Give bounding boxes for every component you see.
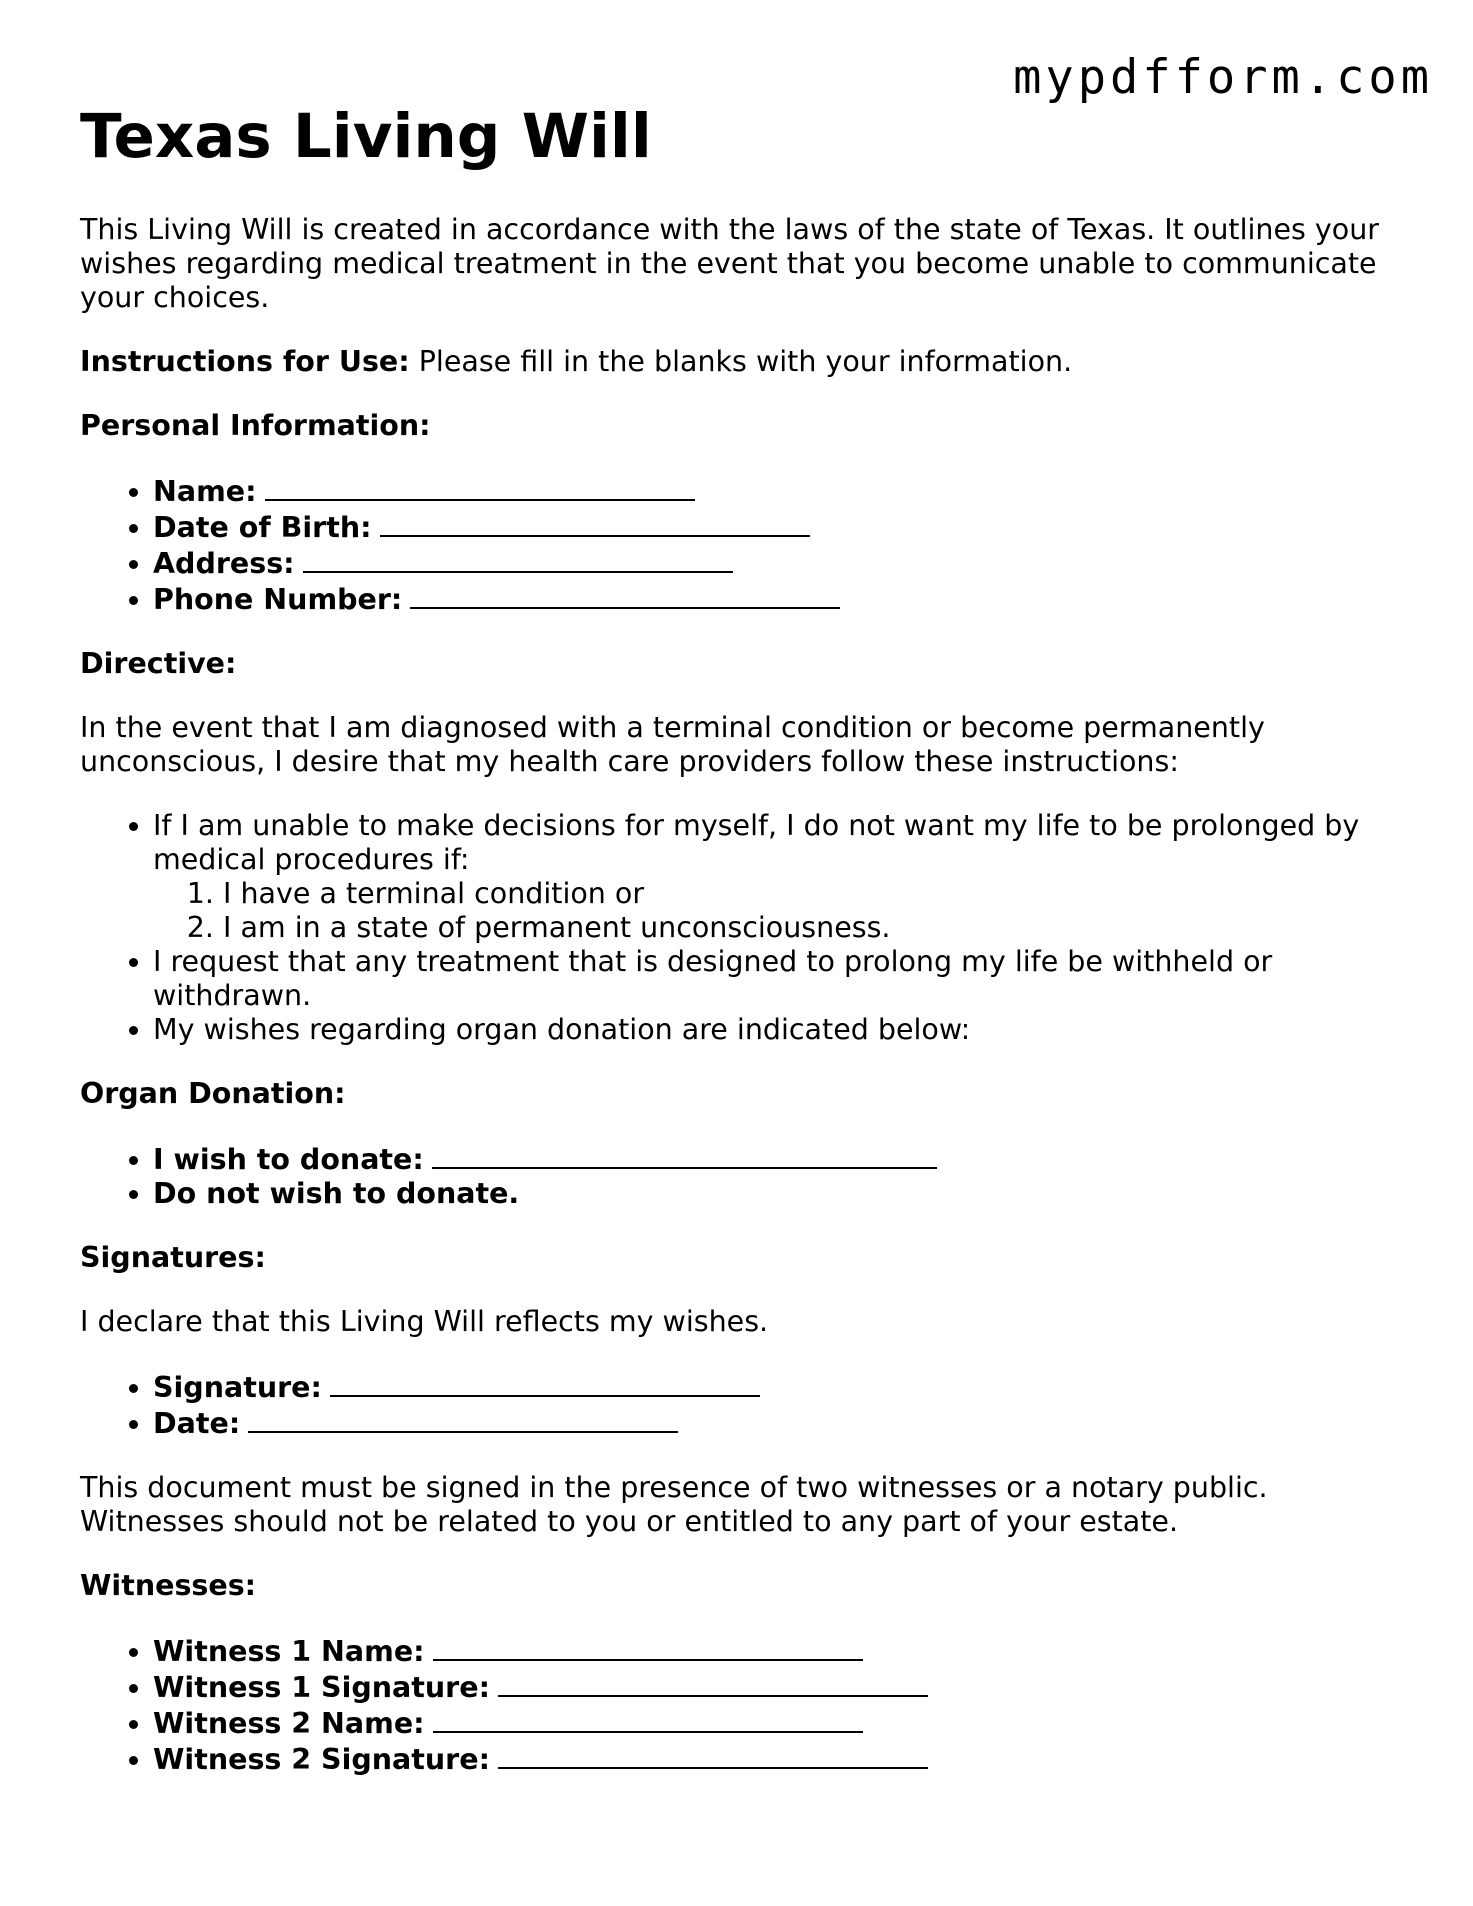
witness-1-signature-blank[interactable] <box>498 1669 928 1697</box>
page-title: Texas Living Will <box>80 101 652 172</box>
organ-donation-heading: Organ Donation: <box>80 1077 346 1111</box>
directive-heading: Directive: <box>80 647 237 681</box>
personal-info-list <box>80 473 1410 617</box>
name-blank[interactable] <box>265 473 695 501</box>
list-item <box>153 1405 1410 1441</box>
directive-sublist <box>153 877 1410 945</box>
witness-2-signature-label: Witness 2 Signature: <box>153 1743 490 1777</box>
witness-2-name-label: Witness 2 Name: <box>153 1707 425 1741</box>
signatures-paragraph: I declare that this Living Will reflects my wishes. <box>80 1305 769 1339</box>
list-item <box>153 1741 1410 1777</box>
phone-blank[interactable] <box>410 581 840 609</box>
list-item <box>153 1369 1410 1405</box>
list-item <box>153 509 1410 545</box>
signature-blank[interactable] <box>330 1369 760 1397</box>
date-label: Date: <box>153 1407 241 1441</box>
list-item <box>153 545 1410 581</box>
phone-label: Phone Number: <box>153 583 403 617</box>
personal-info-heading: Personal Information: <box>80 409 431 443</box>
witnesses-list <box>80 1633 1410 1777</box>
name-label: Name: <box>153 475 257 509</box>
list-item <box>153 1633 1410 1669</box>
document-page <box>80 100 1410 1807</box>
instructions-label: Instructions for Use: <box>80 345 410 379</box>
address-blank[interactable] <box>303 545 733 573</box>
directive-list <box>80 809 1410 1047</box>
date-blank[interactable] <box>248 1405 678 1433</box>
instructions-text: Please fill in the blanks with your information. <box>409 345 1073 379</box>
organ-donation-list <box>80 1141 1410 1211</box>
instructions-paragraph <box>80 345 1410 379</box>
witness-1-signature-label: Witness 1 Signature: <box>153 1671 490 1705</box>
list-item: • I request that any treatment that is designed to prolong my life be withheld or withdrawn. <box>153 945 1410 1013</box>
list-item <box>153 581 1410 617</box>
witness-2-signature-blank[interactable] <box>498 1741 928 1769</box>
witness-1-name-blank[interactable] <box>433 1633 863 1661</box>
signatures-heading: Signatures: <box>80 1241 266 1275</box>
list-item <box>153 1705 1410 1741</box>
signatures-list <box>80 1369 1410 1441</box>
directive-item-1: If I am unable to make decisions for myself, I do not want my life to be prolonged by medical procedures if: <box>153 809 1360 877</box>
notice-paragraph: This document must be signed in the presence of two witnesses or a notary public. Witnesses should not be related to you or entitled to any part of your estate. <box>80 1471 1268 1539</box>
intro-paragraph: This Living Will is created in accordance with the laws of the state of Texas. It outlines your wishes regarding medical treatment in the event that you become unable to communicate your choices. <box>80 213 1380 315</box>
list-item <box>153 1141 1410 1177</box>
dob-label: Date of Birth: <box>153 511 372 545</box>
dob-blank[interactable] <box>380 509 810 537</box>
list-item <box>153 1177 1410 1211</box>
list-item <box>153 809 1410 945</box>
watermark: mypdfform.com <box>1013 50 1433 105</box>
donate-label: I wish to donate: <box>153 1143 424 1177</box>
sub-list-item: 1. I have a terminal condition or <box>223 877 1410 911</box>
sub-list-item: 2. I am in a state of permanent unconsciousness. <box>223 911 1410 945</box>
list-item <box>153 473 1410 509</box>
not-donate-label[interactable]: Do not wish to donate. <box>153 1177 520 1211</box>
address-label: Address: <box>153 547 295 581</box>
witness-1-name-label: Witness 1 Name: <box>153 1635 425 1669</box>
witness-2-name-blank[interactable] <box>433 1705 863 1733</box>
directive-paragraph: In the event that I am diagnosed with a terminal condition or become permanently unconscious, I desire that my health care providers follow these instructions: <box>80 711 1265 779</box>
list-item: • My wishes regarding organ donation are indicated below: <box>153 1013 1410 1047</box>
witnesses-heading: Witnesses: <box>80 1569 257 1603</box>
list-item <box>153 1669 1410 1705</box>
donate-blank[interactable] <box>432 1141 937 1169</box>
signature-label: Signature: <box>153 1371 322 1405</box>
